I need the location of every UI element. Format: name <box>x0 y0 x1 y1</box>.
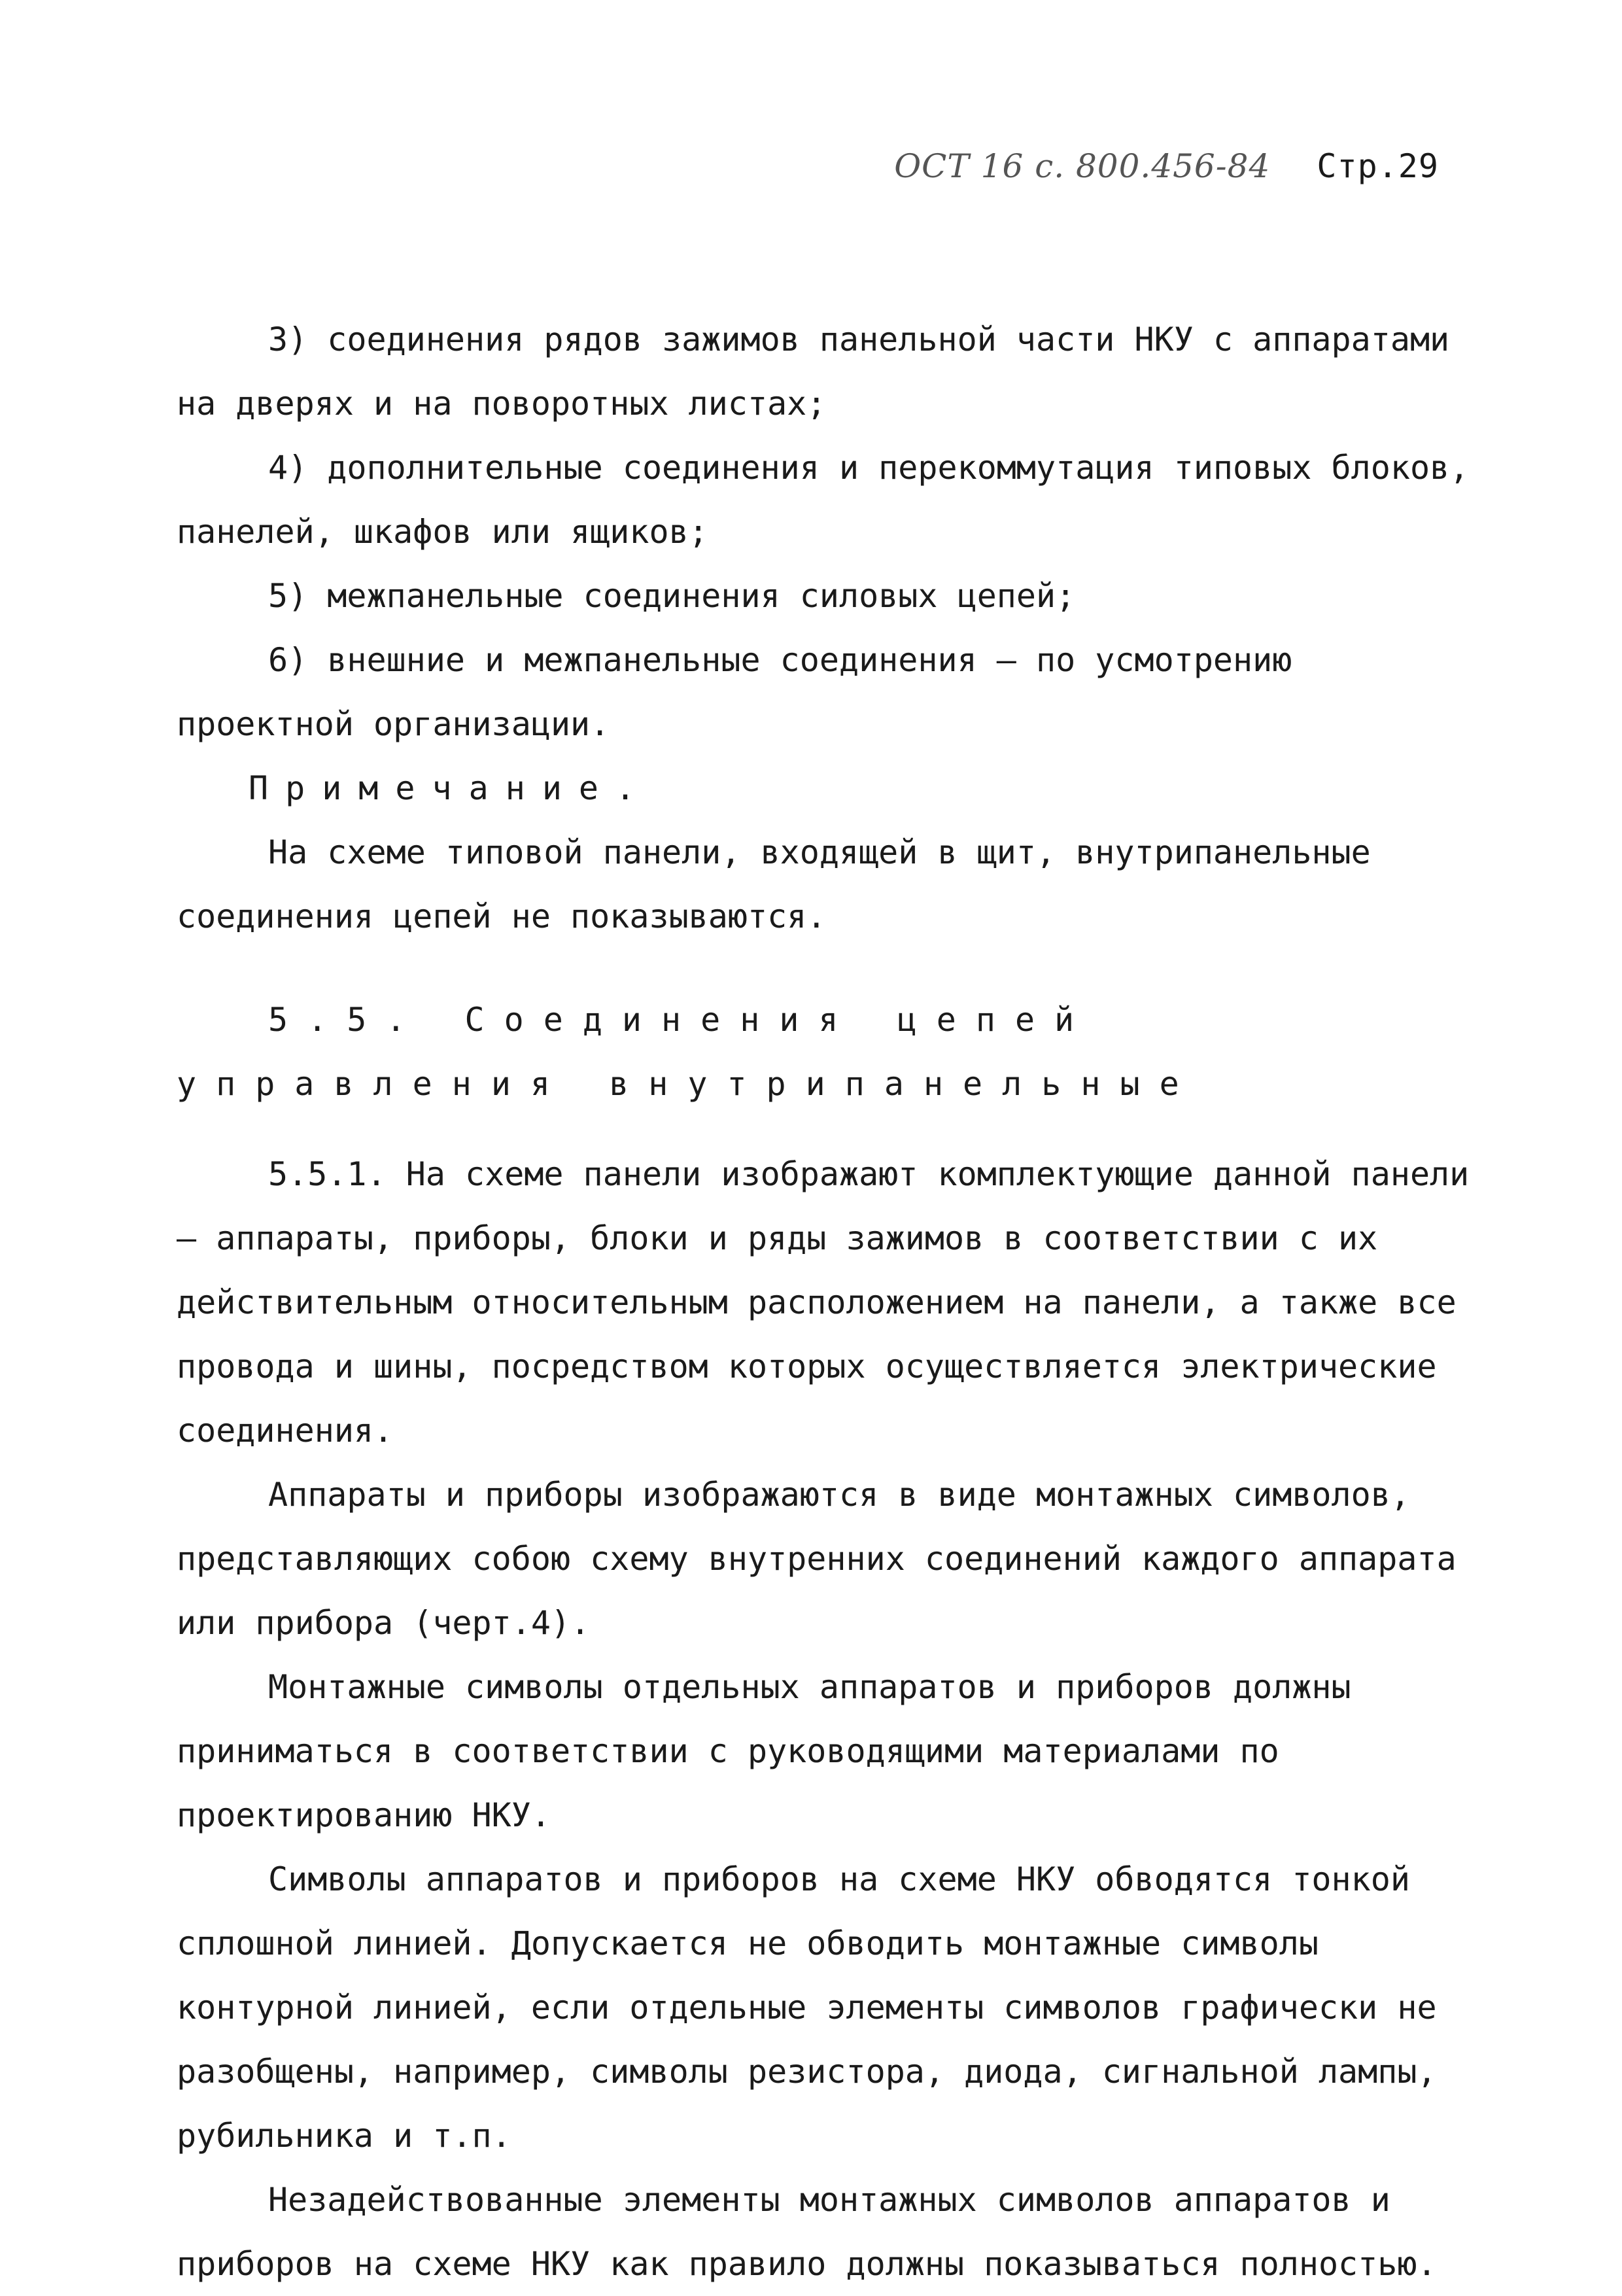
list-item-5: 5) межпанельные соединения силовых цепей; <box>268 577 1076 615</box>
standard-code: ОСТ 16 с. 800.456-84 <box>894 147 1271 185</box>
section-title: 5.5. Соединения цепей управления внутрипанельные <box>177 1001 1199 1103</box>
paragraph-symbol-outline: Символы аппаратов и приборов на схеме НКУ обводятся тонкой сплошной линией. Допускается не обводить монтажные символы контурной линией, если отдельные элементы символов графически не разобщены, например, символы резистора, диода, сигнальной лампы, рубильника и т.п. <box>177 1860 1437 2155</box>
paragraph-unused-elements: Незадействованные элементы монтажных символов аппаратов и приборов на схеме НКУ как правило должны показываться полностью. <box>177 2181 1437 2283</box>
page-header <box>894 147 1439 185</box>
paragraph-5-5-1: 5.5.1. На схеме панели изображают комплектующие данной панели – аппараты, приборы, блоки и ряды зажимов в соответствии с их действительным относительным расположением на панели, а также все провода и шины, посредством которых осуществляется электрические соединения. <box>177 1155 1470 1450</box>
note-text: На схеме типовой панели, входящей в щит, внутрипанельные соединения цепей не показываются. <box>177 833 1371 935</box>
note-title: Примечание. <box>249 769 653 807</box>
list-item-4: 4) дополнительные соединения и перекоммутация типовых блоков, панелей, шкафов или ящиков; <box>177 449 1470 551</box>
paragraph-apparatus: Аппараты и приборы изображаются в виде монтажных символов, представляющих собою схему внутренних соединений каждого аппарата или прибора (черт.4). <box>177 1476 1457 1642</box>
paragraph-mounting-symbols: Монтажные символы отдельных аппаратов и приборов должны приниматься в соответствии с руководящими материалами по проектированию НКУ. <box>177 1668 1351 1834</box>
list-item-3: 3) соединения рядов зажимов панельной части НКУ с аппаратами на дверях и на поворотных листах; <box>177 321 1450 423</box>
document-body <box>177 307 1472 2296</box>
list-item-6: 6) внешние и межпанельные соединения – по усмотрению проектной организации. <box>177 641 1292 743</box>
page-number: Стр.29 <box>1317 147 1439 185</box>
